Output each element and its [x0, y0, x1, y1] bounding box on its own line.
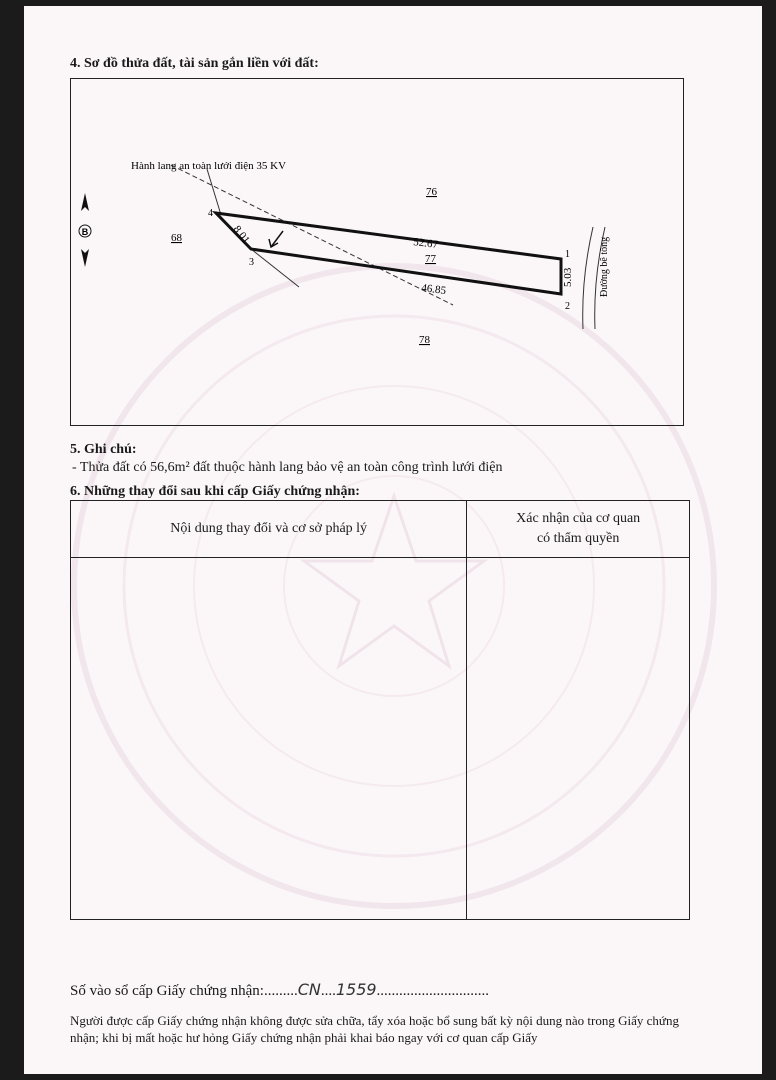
edge-5-03: 5.03	[562, 267, 574, 287]
road-label: Đường bê tông	[599, 236, 610, 297]
parcel-78-label: 78	[419, 334, 430, 346]
register-number: 1559	[335, 980, 377, 999]
section-4-heading: 4. Sơ đồ thửa đất, tài sản gắn liền với đất:	[70, 56, 319, 71]
parcel-boundary	[216, 213, 561, 294]
column-header-confirmation: Xác nhận của cơ quan có thẩm quyền	[467, 501, 690, 558]
certificate-page	[24, 6, 762, 1074]
edge-46-85: 46.85	[420, 282, 447, 297]
confirmation-cell	[467, 558, 690, 920]
north-arrow-icon	[81, 193, 89, 211]
plot-drawing	[71, 79, 683, 425]
vertex-1: 1	[565, 249, 570, 260]
content-cell	[71, 558, 467, 920]
vertex-2: 2	[565, 301, 570, 312]
safety-corridor-line	[171, 165, 453, 305]
section-5-heading: 5. Ghi chú:	[70, 442, 137, 457]
parcel-77-label: 77	[425, 253, 436, 265]
footer-warning: Người được cấp Giấy chứng nhận không được sửa chữa, tẩy xóa hoặc bổ sung bất kỳ nội dung nào trong Giấy chứng nhận; khi bị mất hoặc hư hỏng Giấy chứng nhận phải khai báo ngay với cơ quan cấp Giấy	[70, 1013, 679, 1045]
section-6-heading: 6. Những thay đổi sau khi cấp Giấy chứng nhận:	[70, 484, 360, 499]
parcel-68-label: 68	[171, 232, 182, 244]
road-edge	[583, 227, 593, 329]
edge-8-01: 8.01	[230, 223, 252, 247]
edge-52-67: 52.67	[412, 236, 439, 251]
changes-table	[70, 500, 690, 920]
corridor-label: Hành lang an toàn lưới điện 35 KV	[131, 160, 287, 172]
vertex-4: 4	[208, 208, 213, 219]
register-number-line: Số vào sổ cấp Giấy chứng nhận:.........CN....1559..............................	[70, 980, 490, 999]
vertex-3: 3	[249, 257, 254, 268]
column-header-content: Nội dung thay đổi và cơ sở pháp lý	[71, 501, 467, 558]
register-prefix: CN	[297, 980, 321, 999]
direction-arrow	[271, 231, 283, 247]
land-plot-diagram	[70, 78, 684, 426]
section-5-note: - Thửa đất có 56,6m² đất thuộc hành lang bảo vệ an toàn công trình lưới điện	[72, 460, 503, 475]
north-letter: B	[81, 227, 89, 237]
parcel-76-label: 76	[426, 186, 437, 198]
register-label: Số vào sổ cấp Giấy chứng nhận:	[70, 983, 264, 999]
north-arrow-lower-icon	[81, 249, 89, 267]
